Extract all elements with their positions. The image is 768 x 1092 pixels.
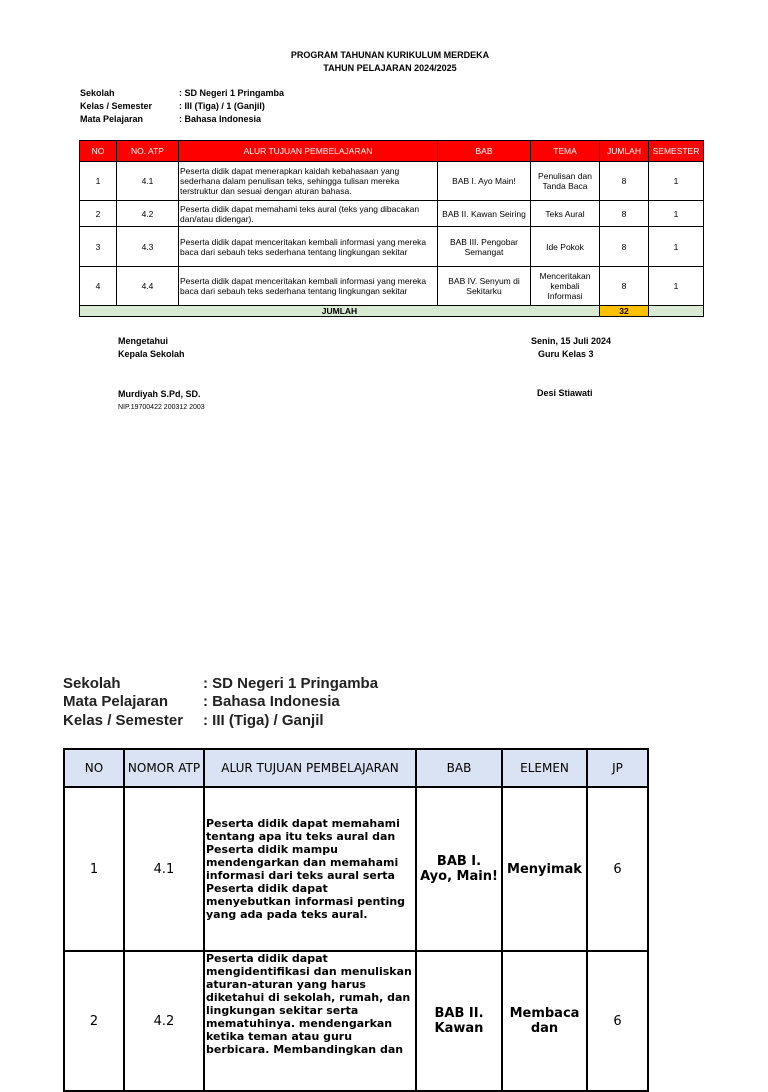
signature-left-nip: NIP.19700422 200312 2003 [118,404,205,411]
header-elemen: ELEMEN [502,749,587,787]
doc2-info-value-subject: : Bahasa Indonesia [203,693,340,710]
doc1-prota-table [79,140,704,317]
header-nomor-atp: NOMOR ATP [124,749,204,787]
cell-jumlah: 8 [600,227,649,267]
signature-right-name: Desi Stiawati [537,388,593,398]
cell-no: 1 [64,787,124,951]
header-no-atp: NO. ATP [117,141,179,162]
doc2-info-value-school: : SD Negeri 1 Pringamba [203,675,379,692]
total-value: 32 [600,306,649,317]
cell-jumlah: 8 [600,162,649,201]
header-no: NO [64,749,124,787]
table-row [80,227,704,267]
signature-left-name: Murdiyah S.Pd, SD. [118,389,201,399]
cell-atp: 4.2 [117,201,179,227]
cell-semester: 1 [649,201,704,227]
cell-tema: Teks Aural [531,201,600,227]
table-row [64,951,648,1091]
table-row [80,201,704,227]
table-total-row [80,306,704,317]
cell-no: 4 [80,267,117,306]
total-label: JUMLAH [80,306,600,317]
cell-no: 3 [80,227,117,267]
cell-no: 2 [80,201,117,227]
cell-alur: Peserta didik dapat mengidentifikasi dan menuliskan aturan-aturan yang harus diketahui di sekolah, rumah, dan lingkungan sekitar serta mematuhinya. mendengarkan ketika teman atau guru berbicara. Membandingkan dan [204,951,416,1091]
cell-jumlah: 8 [600,267,649,306]
table-row [80,162,704,201]
cell-semester: 1 [649,162,704,201]
cell-bab: BAB I. Ayo, Main! [416,787,502,951]
doc2-info-value-class: : III (Tiga) / Ganjil [203,712,324,729]
header-alur: ALUR TUJUAN PEMBELAJARAN [204,749,416,787]
cell-no: 2 [64,951,124,1091]
doc2-info-label-class: Kelas / Semester [63,712,184,729]
cell-tema: Menceritakan kembali Informasi [531,267,600,306]
cell-alur: Peserta didik dapat memahami tentang apa itu teks aural dan Peserta didik mampu mendengarkan dan memahami informasi dari teks aural serta Peserta didik dapat menyebutkan informasi penting yang ada pada teks aural. [204,787,416,951]
cell-no: 1 [80,162,117,201]
signature-left-line2: Kepala Sekolah [118,349,185,359]
doc1-title-line1: PROGRAM TAHUNAN KURIKULUM MERDEKA [290,50,490,60]
cell-bab: BAB II. Kawan [416,951,502,1091]
cell-alur: Peserta didik dapat memahami teks aural (teks yang dibacakan dan/atau didengar). [179,201,438,227]
cell-tema: Penulisan dan Tanda Baca [531,162,600,201]
table-header-row [80,141,704,162]
cell-bab: BAB I. Ayo Main! [438,162,531,201]
doc1-info-value-school: : SD Negeri 1 Pringamba [179,88,285,98]
signature-right-line2: Guru Kelas 3 [538,349,594,359]
cell-jp: 6 [587,951,648,1091]
cell-alur: Peserta didik dapat menceritakan kembali informasi yang mereka baca dari sebauh teks sederhana tentang lingkungan sekitar [179,267,438,306]
cell-semester: 1 [649,227,704,267]
cell-atp: 4.3 [117,227,179,267]
cell-bab: BAB IV. Senyum di Sekitarku [438,267,531,306]
header-bab: BAB [416,749,502,787]
header-semester: SEMESTER [649,141,704,162]
signature-right-date: Senin, 15 Juli 2024 [531,336,612,346]
header-alur: ALUR TUJUAN PEMBELAJARAN [179,141,438,162]
cell-elemen: Membaca dan [502,951,587,1091]
doc2-info-label-subject: Mata Pelajaran [63,693,169,710]
doc1-info-label-class: Kelas / Semester [80,101,153,111]
doc1-info-value-subject: : Bahasa Indonesia [179,114,262,124]
doc1-info-label-school: Sekolah [80,88,115,98]
total-empty-cell [649,306,704,317]
doc1-title-line2: TAHUN PELAJARAN 2024/2025 [323,63,457,73]
header-tema: TEMA [531,141,600,162]
doc1-info-value-class: : III (Tiga) / 1 (Ganjil) [179,101,265,111]
header-bab: BAB [438,141,531,162]
cell-atp: 4.1 [124,787,204,951]
cell-jp: 6 [587,787,648,951]
cell-alur: Peserta didik dapat menceritakan kembali informasi yang mereka baca dari sebauh teks sederhana tentang lingkungan sekitar [179,227,438,267]
cell-bab: BAB II. Kawan Seiring [438,201,531,227]
cell-alur: Peserta didik dapat menerapkan kaidah kebahasaan yang sederhana dalam penulisan teks, sehingga tulisan mereka terstruktur dan sesuai dengan aturan bahasa. [179,162,438,201]
cell-bab: BAB III. Pengobar Semangat [438,227,531,267]
signature-left-line1: Mengetahui [118,336,169,346]
cell-jumlah: 8 [600,201,649,227]
header-jumlah: JUMLAH [600,141,649,162]
doc1-info-label-subject: Mata Pelajaran [80,114,144,124]
cell-elemen: Menyimak [502,787,587,951]
table-row [80,267,704,306]
table-header-row [64,749,648,787]
cell-tema: Ide Pokok [531,227,600,267]
cell-atp: 4.4 [117,267,179,306]
cell-atp: 4.2 [124,951,204,1091]
doc2-atp-table [63,748,649,1092]
cell-semester: 1 [649,267,704,306]
header-no: NO [80,141,117,162]
doc2-info-label-school: Sekolah [63,675,121,692]
cell-atp: 4.1 [117,162,179,201]
table-row [64,787,648,951]
header-jp: JP [587,749,648,787]
